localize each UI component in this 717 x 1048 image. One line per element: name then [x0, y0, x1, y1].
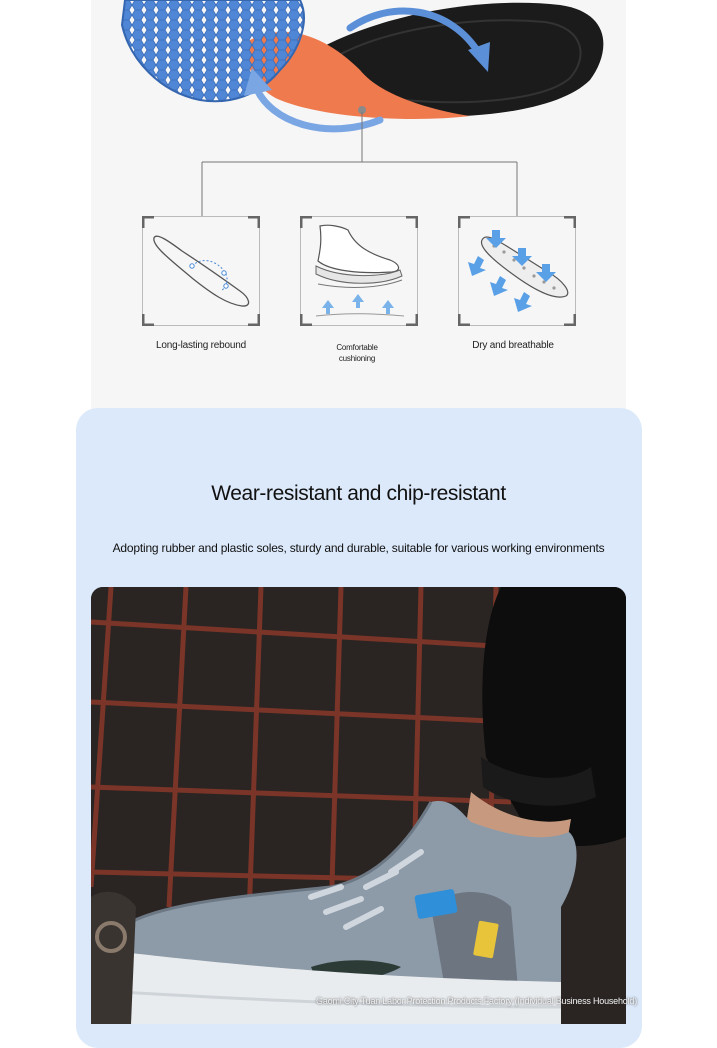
feature-box-rebound	[142, 216, 260, 326]
feature-box-cushion	[300, 216, 418, 326]
shoe-photo	[91, 587, 626, 1024]
connector-lines	[0, 0, 717, 230]
feature-label-cushion-line1: Comfortable	[336, 343, 378, 352]
cushion-icon	[300, 216, 418, 326]
rebound-icon	[142, 216, 260, 326]
feature-label-rebound: Long-lasting rebound	[156, 340, 246, 351]
section-subtitle: Adopting rubber and plastic soles, sturdy and durable, suitable for various working environments	[112, 541, 605, 555]
feature-label-cushion	[287, 342, 427, 364]
feature-label-cushion-line2: cushioning	[338, 354, 376, 363]
shoe-photo-illustration	[91, 587, 626, 1024]
section-title: Wear-resistant and chip-resistant	[211, 482, 506, 505]
feature-box-breathable	[458, 216, 576, 326]
breathable-icon	[458, 216, 576, 326]
watermark-text: Gaomi City Tuan Labor Protection Products Factory (Individual Business Household)	[316, 996, 637, 1006]
feature-label-breathable: Dry and breathable	[472, 340, 554, 351]
